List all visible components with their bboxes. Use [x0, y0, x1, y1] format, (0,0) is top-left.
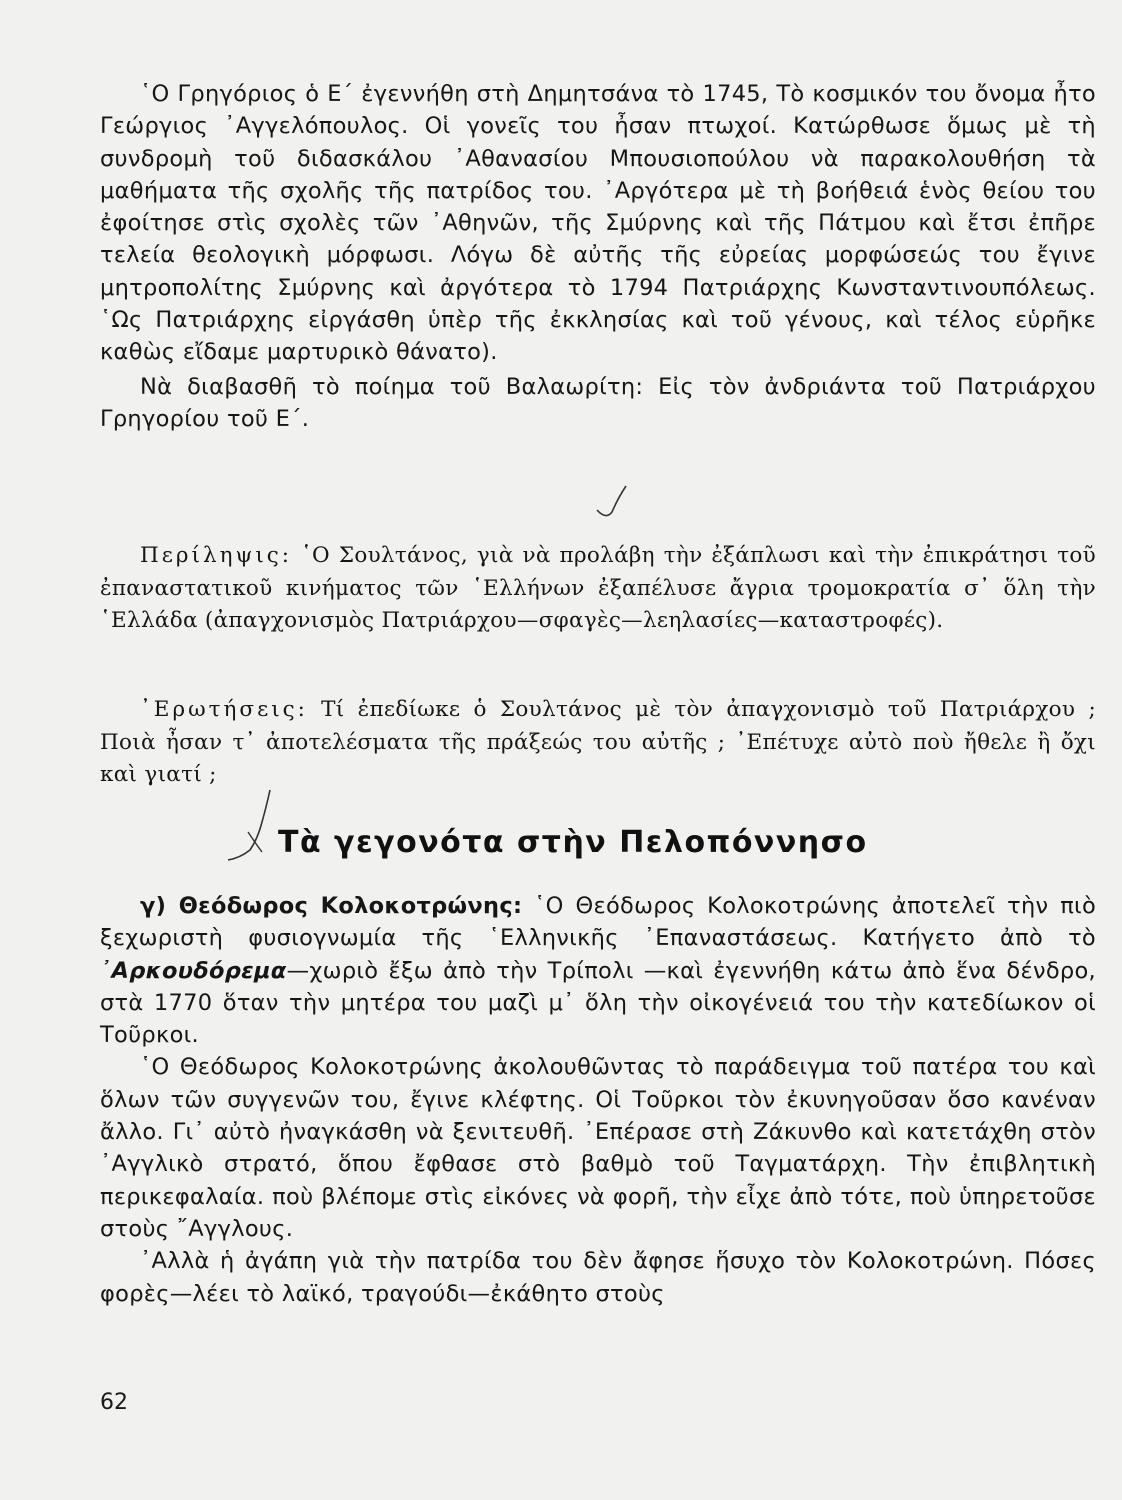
check-mark-1	[597, 486, 626, 516]
questions-label: ᾿Ερωτήσεις:	[140, 697, 308, 722]
summary-text: ῾Ο Σουλτάνος, γιὰ νὰ προλάβη τὴν ἐξάπλωσι καὶ τὴν ἐπικράτησι τοῦ ἐπαναστατικοῦ κινήματος τῶν ῾Ελλήνων ἐξαπέλυσε ἄγρια τρομοκρατία σ᾿ ὅλη τὴν ῾Ελλάδα (ἀπαγχονισμὸς Πατριάρχου—σφαγὲς—λεηλασίες—καταστροφές).	[100, 543, 1096, 633]
questions-text: Τί ἐπεδίωκε ὁ Σουλτάνος μὲ τὸν ἀπαγχονισμὸ τοῦ Πατριάρχου ; Ποιὰ ἦσαν τ᾿ ἀποτελέσματα τῆς πράξεώς του αὐτῆς ; ᾿Επέτυχε αὐτὸ ποὺ ἤθελε ἢ ὄχι καὶ γιατί ;	[100, 697, 1096, 787]
kolokotronis-text-after: —χωριὸ ἔξω ἀπὸ τὴν Τρίπολι —καὶ ἐγεννήθη κάτω ἀπὸ ἕνα δένδρο, στὰ 1770 ὅταν τὴν μητέρα του μαζὶ μ᾿ ὅλη τὴν οἰκογένειά του τὴν κατεδίωκον οἱ Τοῦρκοι.	[100, 957, 1096, 1049]
gregory-paragraph: ῾Ο Γρηγόριος ὁ Ε΄ ἐγεννήθη στὴ Δημητσάνα τὸ 1745, Τὸ κοσμικόν του ὄνομα ἦτο Γεώργιος ᾿Αγγελόπουλος. Οἱ γονεῖς του ἦσαν πτωχοί. Κατώρθωσε ὅμως μὲ τὴ συνδρομὴ τοῦ διδασκάλου ᾿Αθανασίου Μπουσιοπούλου νὰ παρακολουθήση τὰ μαθήματα τῆς σχολῆς τῆς πατρίδος του. ᾿Αργότερα μὲ τὴ βοήθειά ἑνὸς θείου του ἐφοίτησε στὶς σχολὲς τῶν ᾿Αθηνῶν, τῆς Σμύρνης καὶ τῆς Πάτμου καὶ ἔτσι ἐπῆρε τελεία θεολογικὴ μόρφωσι. Λόγω δὲ αὐτῆς τῆς εὐρείας μορφώσεώς του ἔγινε μητροπολίτης Σμύρνης καὶ ἀργότερα τὸ 1794 Πατριάρχης Κωνσταντινουπόλεως. ῾Ως Πατριάρχης εἰργάσθη ὑπὲρ τῆς ἐκκλησίας καὶ τοῦ γένους, καὶ τέλος εὑρῆκε καθὼς εἴδαμε μαρτυρικὸ θάνατο).	[100, 81, 1096, 366]
poem-reading-note: Νὰ διαβασθῆ τὸ ποίημα τοῦ Βαλαωρίτη: Εἰς τὸν ἀνδριάντα τοῦ Πατριάρχου Γρηγορίου τοῦ Ε΄.	[100, 373, 1096, 432]
check-mark-2	[228, 790, 270, 860]
page-number: 62	[100, 1390, 128, 1415]
kolokotronis-homeland-paragraph: ᾿Αλλὰ ἡ ἀγάπη γιὰ τὴν πατρίδα του δὲν ἄφησε ἥσυχο τὸν Κολοκοτρώνη. Πόσες φορὲς—λέει τὸ λαϊκό, τραγούδι—ἐκάθητο στοὺς	[100, 1248, 1096, 1307]
kolokotronis-klephtis-paragraph: ῾Ο Θεόδωρος Κολοκοτρώνης ἀκολουθῶντας τὸ παράδειγμα τοῦ πατέρα του καὶ ὅλων τῶν συγγενῶν του, ἔγινε κλέφτης. Οἱ Τοῦρκοι τὸν ἐκυνηγοῦσαν ὅσο κανέναν ἄλλο. Γι᾿ αὐτὸ ἠναγκάσθη νὰ ξενιτευθῆ. ᾿Επέρασε στὴ Ζάκυνθο καὶ κατετάχθη στὸν ᾿Αγγλικὸ στρατό, ὅπου ἔφθασε στὸ βαθμὸ τοῦ Ταγματάρχη. Τὴν ἐπιβλητικὴ περικεφαλαία. ποὺ βλέπομε στὶς εἰκόνες νὰ φορῆ, τὴν εἶχε ἀπὸ τότε, ποὺ ὑπηρετοῦσε στοὺς ῎Αγγλους.	[100, 1054, 1096, 1242]
place-name: ᾿Αρκουδόρεμα	[100, 957, 287, 984]
kolokotronis-text-before: ῾Ο Θεόδωρος Κολοκοτρώνης ἀποτελεῖ τὴν πιὸ ξεχωριστὴ φυσιογνωμία τῆς ῾Ελληνικῆς ᾿Επαναστάσεως. Κατήγετο ἀπὸ τὸ	[100, 893, 1097, 952]
section-heading: Τὰ γεγονότα στὴν Πελοπόννησο	[278, 825, 868, 860]
summary-label: Περίληψις:	[140, 543, 293, 568]
kolokotronis-label: γ) Θεόδωρος Κολοκοτρώνης:	[140, 893, 523, 919]
